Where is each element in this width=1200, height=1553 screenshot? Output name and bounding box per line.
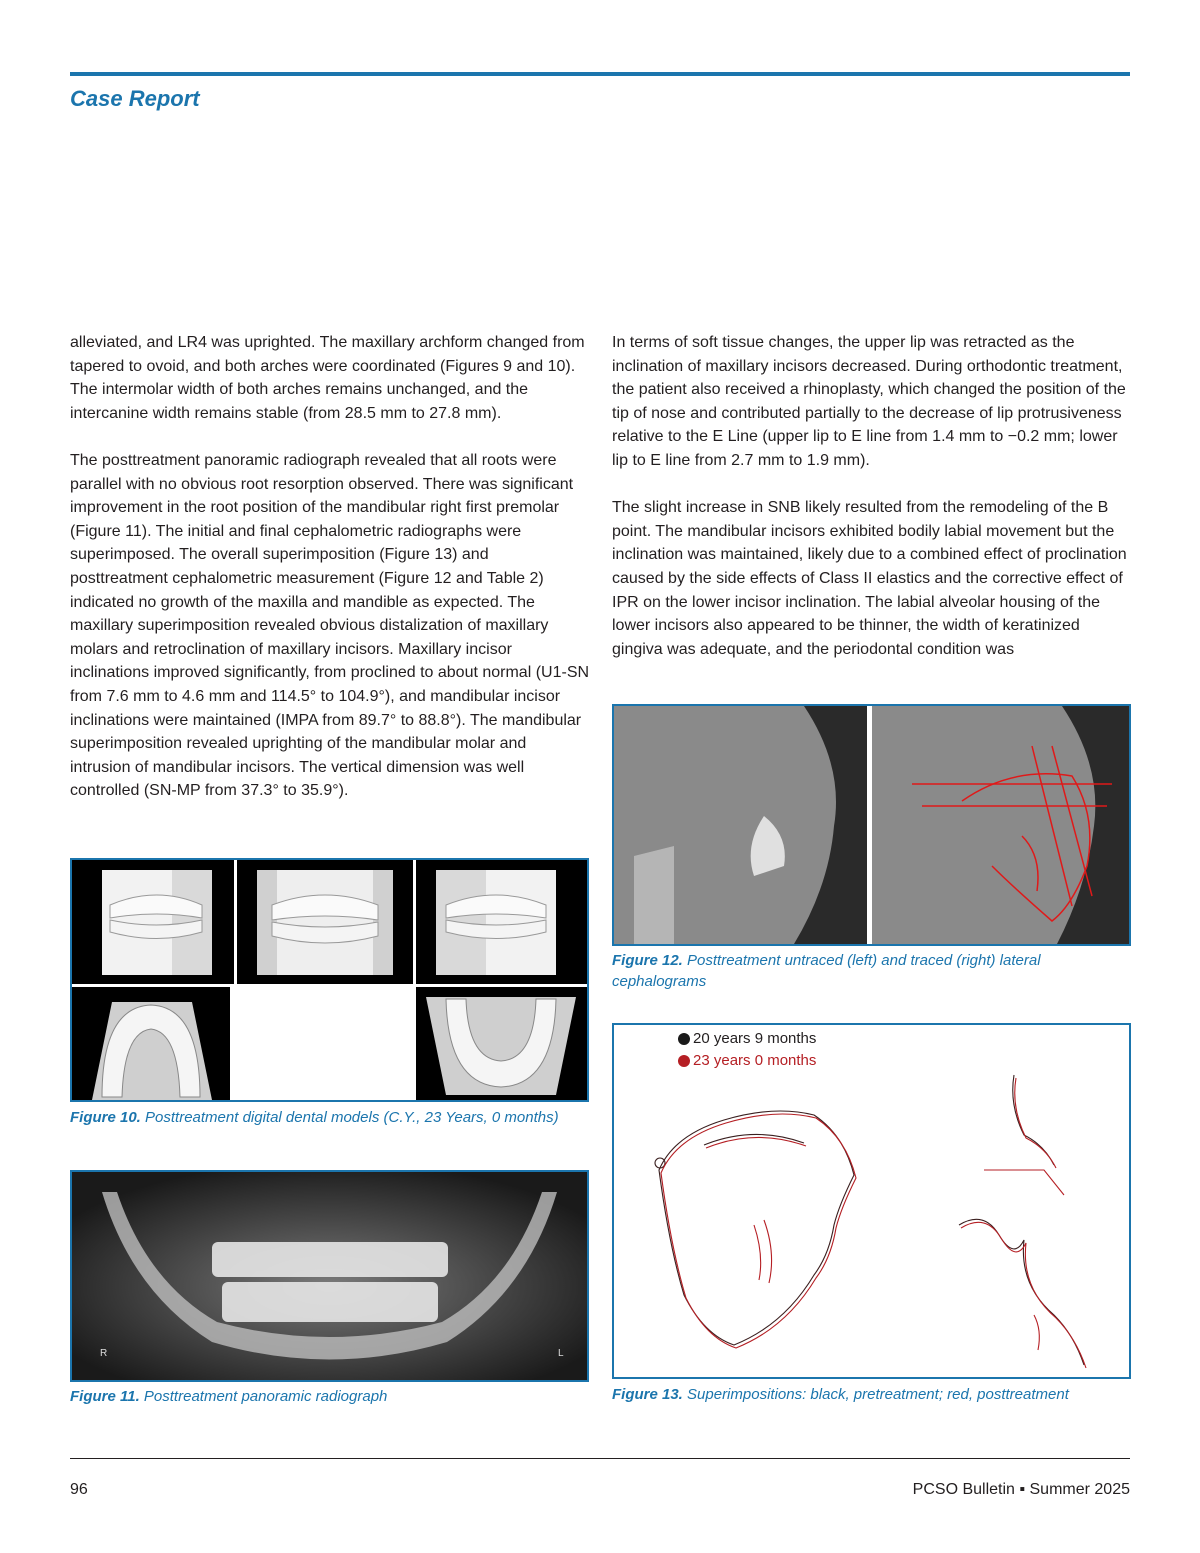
figure-caption-text: Posttreatment untraced (left) and traced (right) lateral cephalograms (612, 952, 1041, 990)
journal-name: PCSO Bulletin ▪ Summer 2025 (912, 1481, 1130, 1498)
paragraph: The slight increase in SNB likely resulted from the remodeling of the B point. The mandibular incisors exhibited bodily labial movement but the inclination was maintained, likely due to a combined effect of proclination caused by the side effects of Class II elastics and the corrective effect of IPR on the lower incisor inclination. The labial alveolar housing of the lower incisors also appeared to be thinner, the width of keratinized gingiva was adequate, and the periodontal condition was (612, 499, 1127, 658)
paragraph: alleviated, and LR4 was uprighted. The maxillary archform changed from tapered to ovoid, and both arches were coordinated (Figures 9 and 10). The intermolar width of both arches remains unchanged, and the intercanine width remains stable (from 28.5 mm to 27.8 mm). (70, 334, 585, 422)
untraced-cephalogram (614, 706, 867, 944)
figure-label: Figure 13. (612, 1386, 683, 1403)
figure-12-caption (612, 950, 1130, 992)
right-column (612, 331, 1130, 685)
radiograph-left-marker: L (558, 1348, 564, 1359)
figure-13-caption (612, 1384, 1130, 1405)
figure-label: Figure 12. (612, 952, 683, 969)
figure-13-superimpositions (612, 1023, 1131, 1379)
figure-12-cephalograms (612, 704, 1131, 946)
superimposition-tracings (614, 1025, 1129, 1377)
figure-10-dental-models (70, 858, 589, 1102)
legend-label: 20 years 9 months (693, 1030, 817, 1047)
figure-caption-text: Posttreatment digital dental models (C.Y., 23 Years, 0 months) (145, 1109, 559, 1126)
dental-model-right-view (72, 860, 234, 984)
section-label: Case Report (70, 86, 200, 111)
paragraph: The posttreatment panoramic radiograph revealed that all roots were parallel with no obvious root resorption observed. There was significant improvement in the root position of the mandibular right first premolar (Figure 11). The initial and final cephalometric radiographs were superimposed. The overall superimposition (Figure 13) and posttreatment cephalometric measurement (Figure 12 and Table 2) indicated no growth of the maxilla and mandible as expected. The maxillary superimposition revealed obvious distalization of maxillary molars and retroclination of maxillary incisors. Maxillary incisor inclinations improved significantly, from proclined to about normal (U1-SN from 7.6 mm to 4.6 mm and 114.5° to 104.9°), and mandibular incisor inclinations were maintained (IMPA from 89.7° to 88.8°). The mandibular superimposition revealed uprighting of the mandibular molar and intrusion of mandibular incisors. The vertical dimension was well controlled (SN-MP from 37.3° to 35.9°). (70, 451, 590, 800)
paragraph: In terms of soft tissue changes, the upper lip was retracted as the inclination of maxillary incisors decreased. During orthodontic treatment, the patient also received a rhinoplasty, which changed the position of the tip of nose and contributed partially to the decrease of lip protrusiveness relative to the E Line (upper lip to E line from 1.4 mm to −0.2 mm; lower lip to E line from 2.7 mm to 1.9 mm). (612, 334, 1126, 469)
header-rule (70, 72, 1130, 76)
left-column (70, 331, 590, 826)
dental-model-mandibular-occlusal (416, 987, 587, 1100)
panoramic-xray-image (72, 1172, 587, 1380)
figure-11-caption (70, 1386, 590, 1407)
dental-model-left-view (416, 860, 587, 984)
legend-label: 23 years 0 months (693, 1052, 817, 1069)
figure-10-caption (70, 1107, 590, 1128)
figure-caption-text: Posttreatment panoramic radiograph (143, 1388, 388, 1405)
radiograph-right-marker: R (100, 1348, 108, 1359)
figure-caption-text: Superimpositions: black, pretreatment; red, posttreatment (687, 1386, 1069, 1403)
figure-label: Figure 11. (70, 1388, 140, 1405)
dental-model-maxillary-occlusal (72, 987, 230, 1100)
figure-11-panoramic-radiograph (70, 1170, 589, 1382)
page-number: 96 (70, 1481, 88, 1498)
footer-rule (70, 1458, 1130, 1459)
traced-cephalogram (872, 706, 1129, 944)
figure-label: Figure 10. (70, 1109, 141, 1126)
dental-model-front-view (237, 860, 413, 984)
